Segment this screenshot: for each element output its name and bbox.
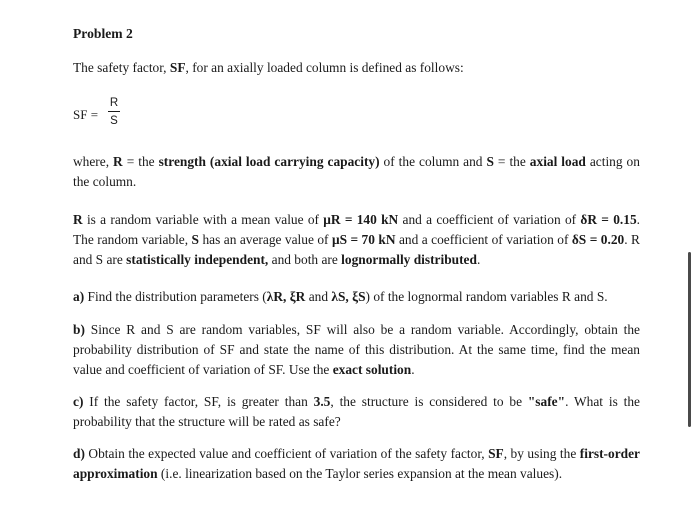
problem-title: Problem 2 [73, 26, 133, 41]
formula-lhs: SF = [73, 107, 99, 122]
where-paragraph: where, R = the strength (axial load carrying capacity) of the column and S = the axial load acting on the column. [73, 154, 640, 189]
question-d: d) Obtain the expected value and coefficient of variation of the safety factor, SF, by using the first-order approximation (i.e. linearization based on the Taylor series expansion at the mean values). [73, 446, 640, 481]
formula-numerator: R [109, 97, 119, 109]
formula-denominator: S [110, 115, 118, 127]
intro-paragraph: The safety factor, SF, for an axially loaded column is defined as follows: [73, 60, 464, 75]
question-c: c) If the safety factor, SF, is greater than 3.5, the structure is considered to be "safe". What is the probability that the structure will be rated as safe? [73, 394, 640, 429]
question-b: b) Since R and S are random variables, SF will also be a random variable. Accordingly, obtain the probability distribution of SF and state the name of this distribution. At the same time, find the mean value and coefficient of variation of SF. Use the exact solution. [73, 322, 640, 377]
variables-description: R is a random variable with a mean value of μR = 140 kN and a coefficient of variation of δR = 0.15. The random variable, S has an average value of μS = 70 kN and a coefficient of variation of δS = 0.20. R and S are statistically independent, and both are lognormally distributed. [73, 212, 640, 267]
question-a: a) Find the distribution parameters (λR, ξR and λS, ξS) of the lognormal random variables R and S. [73, 289, 608, 304]
vertical-scrollbar[interactable] [688, 252, 691, 427]
formula-fraction [108, 96, 120, 128]
fraction-bar [108, 111, 120, 112]
